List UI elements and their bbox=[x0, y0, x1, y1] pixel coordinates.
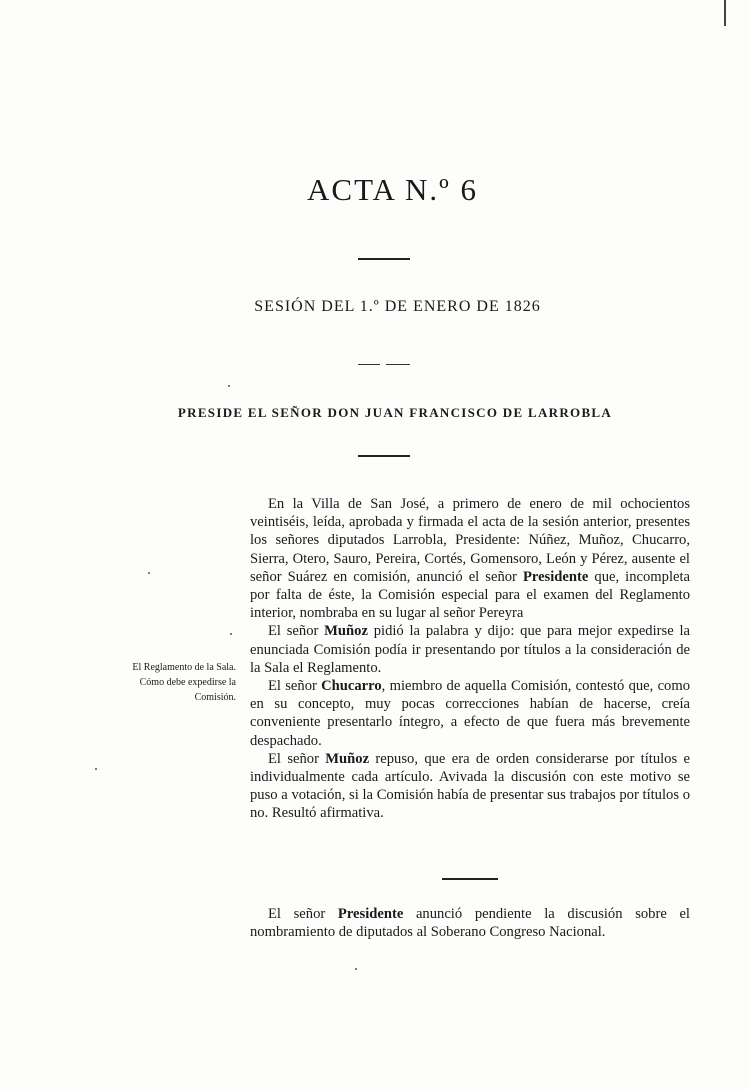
paragraph-text: El señor bbox=[268, 623, 325, 640]
paragraph bbox=[250, 750, 690, 823]
scan-speck bbox=[228, 385, 230, 387]
session-heading: SESIÓN DEL 1.º DE ENERO DE 1826 bbox=[254, 298, 541, 315]
presides-heading: PRESIDE EL SEÑOR DON JUAN FRANCISCO DE LARROBLA bbox=[177, 405, 613, 420]
title-divider bbox=[358, 258, 410, 260]
minutes-body-continued bbox=[250, 905, 690, 941]
margin-note: El Reglamento de la Sala. Cómo debe expedirse la Comisión. bbox=[132, 662, 236, 703]
section-divider bbox=[442, 878, 498, 880]
paragraph-text: que, incompleta por falta de éste, la Comisión especial para el examen del Reglamento interior, nombraba en su lugar al señor Pereyra bbox=[250, 568, 691, 622]
paragraph-text: El señor bbox=[268, 750, 326, 767]
paragraph bbox=[250, 495, 690, 622]
scan-speck bbox=[95, 768, 97, 770]
paragraph bbox=[250, 905, 690, 941]
paragraph bbox=[250, 677, 690, 750]
scan-speck bbox=[355, 968, 357, 970]
session-divider-left bbox=[358, 364, 380, 365]
paragraph-text: , miembro de aquella Comisión, contestó que, como en su concepto, muy pocas correcciones habían de hacerse, creía conveniente presentarlo íntegro, a efecto de que fuera más brevemente despachado. bbox=[250, 678, 690, 749]
scan-speck bbox=[148, 572, 150, 574]
speaker-name: Muñoz bbox=[324, 623, 368, 640]
scan-speck bbox=[230, 633, 232, 635]
session-divider-right bbox=[386, 364, 410, 365]
paragraph-text: anunció pendiente la discusión sobre el nombramiento de diputados al Soberano Congreso Nacional. bbox=[250, 906, 690, 941]
speaker-name: Muñoz bbox=[325, 750, 370, 767]
paragraph-text: pidió la palabra y dijo: que para mejor expedirse la enunciada Comisión podía ir presentando por títulos a la consideración de la Sala el Reglamento. bbox=[250, 623, 690, 676]
speaker-name: Presidente bbox=[522, 568, 589, 585]
minutes-body bbox=[250, 495, 690, 823]
paragraph-text: repuso, que era de orden considerarse por títulos e individualmente cada artículo. Avivada la discusión con este motivo se puso a votación, si la Comisión había de presentar sus trabajos por títulos o no. Resultó afirmativa. bbox=[250, 750, 690, 822]
document-title: ACTA N.º 6 bbox=[307, 172, 478, 207]
paragraph-text: El señor bbox=[268, 678, 322, 695]
presides-divider bbox=[358, 455, 410, 457]
page-edge-mark bbox=[724, 0, 726, 26]
paragraph bbox=[250, 622, 690, 677]
speaker-name: Presidente bbox=[337, 906, 404, 922]
speaker-name: Chucarro bbox=[321, 678, 382, 695]
paragraph-text: El señor bbox=[268, 906, 338, 922]
paragraph-text: En la Villa de San José, a primero de enero de mil ochocientos veintiséis, leída, aprobada y firmada el acta de la sesión anterior, presentes los señores diputados Larrobla, Presidente: Núñez, Muñoz, Chucarro, Sierra, Otero, Sauro, Pereira, Cortés, Gomensoro, León y Pérez, ausente el señor Suárez en comisión, anunció el señor bbox=[250, 496, 690, 585]
